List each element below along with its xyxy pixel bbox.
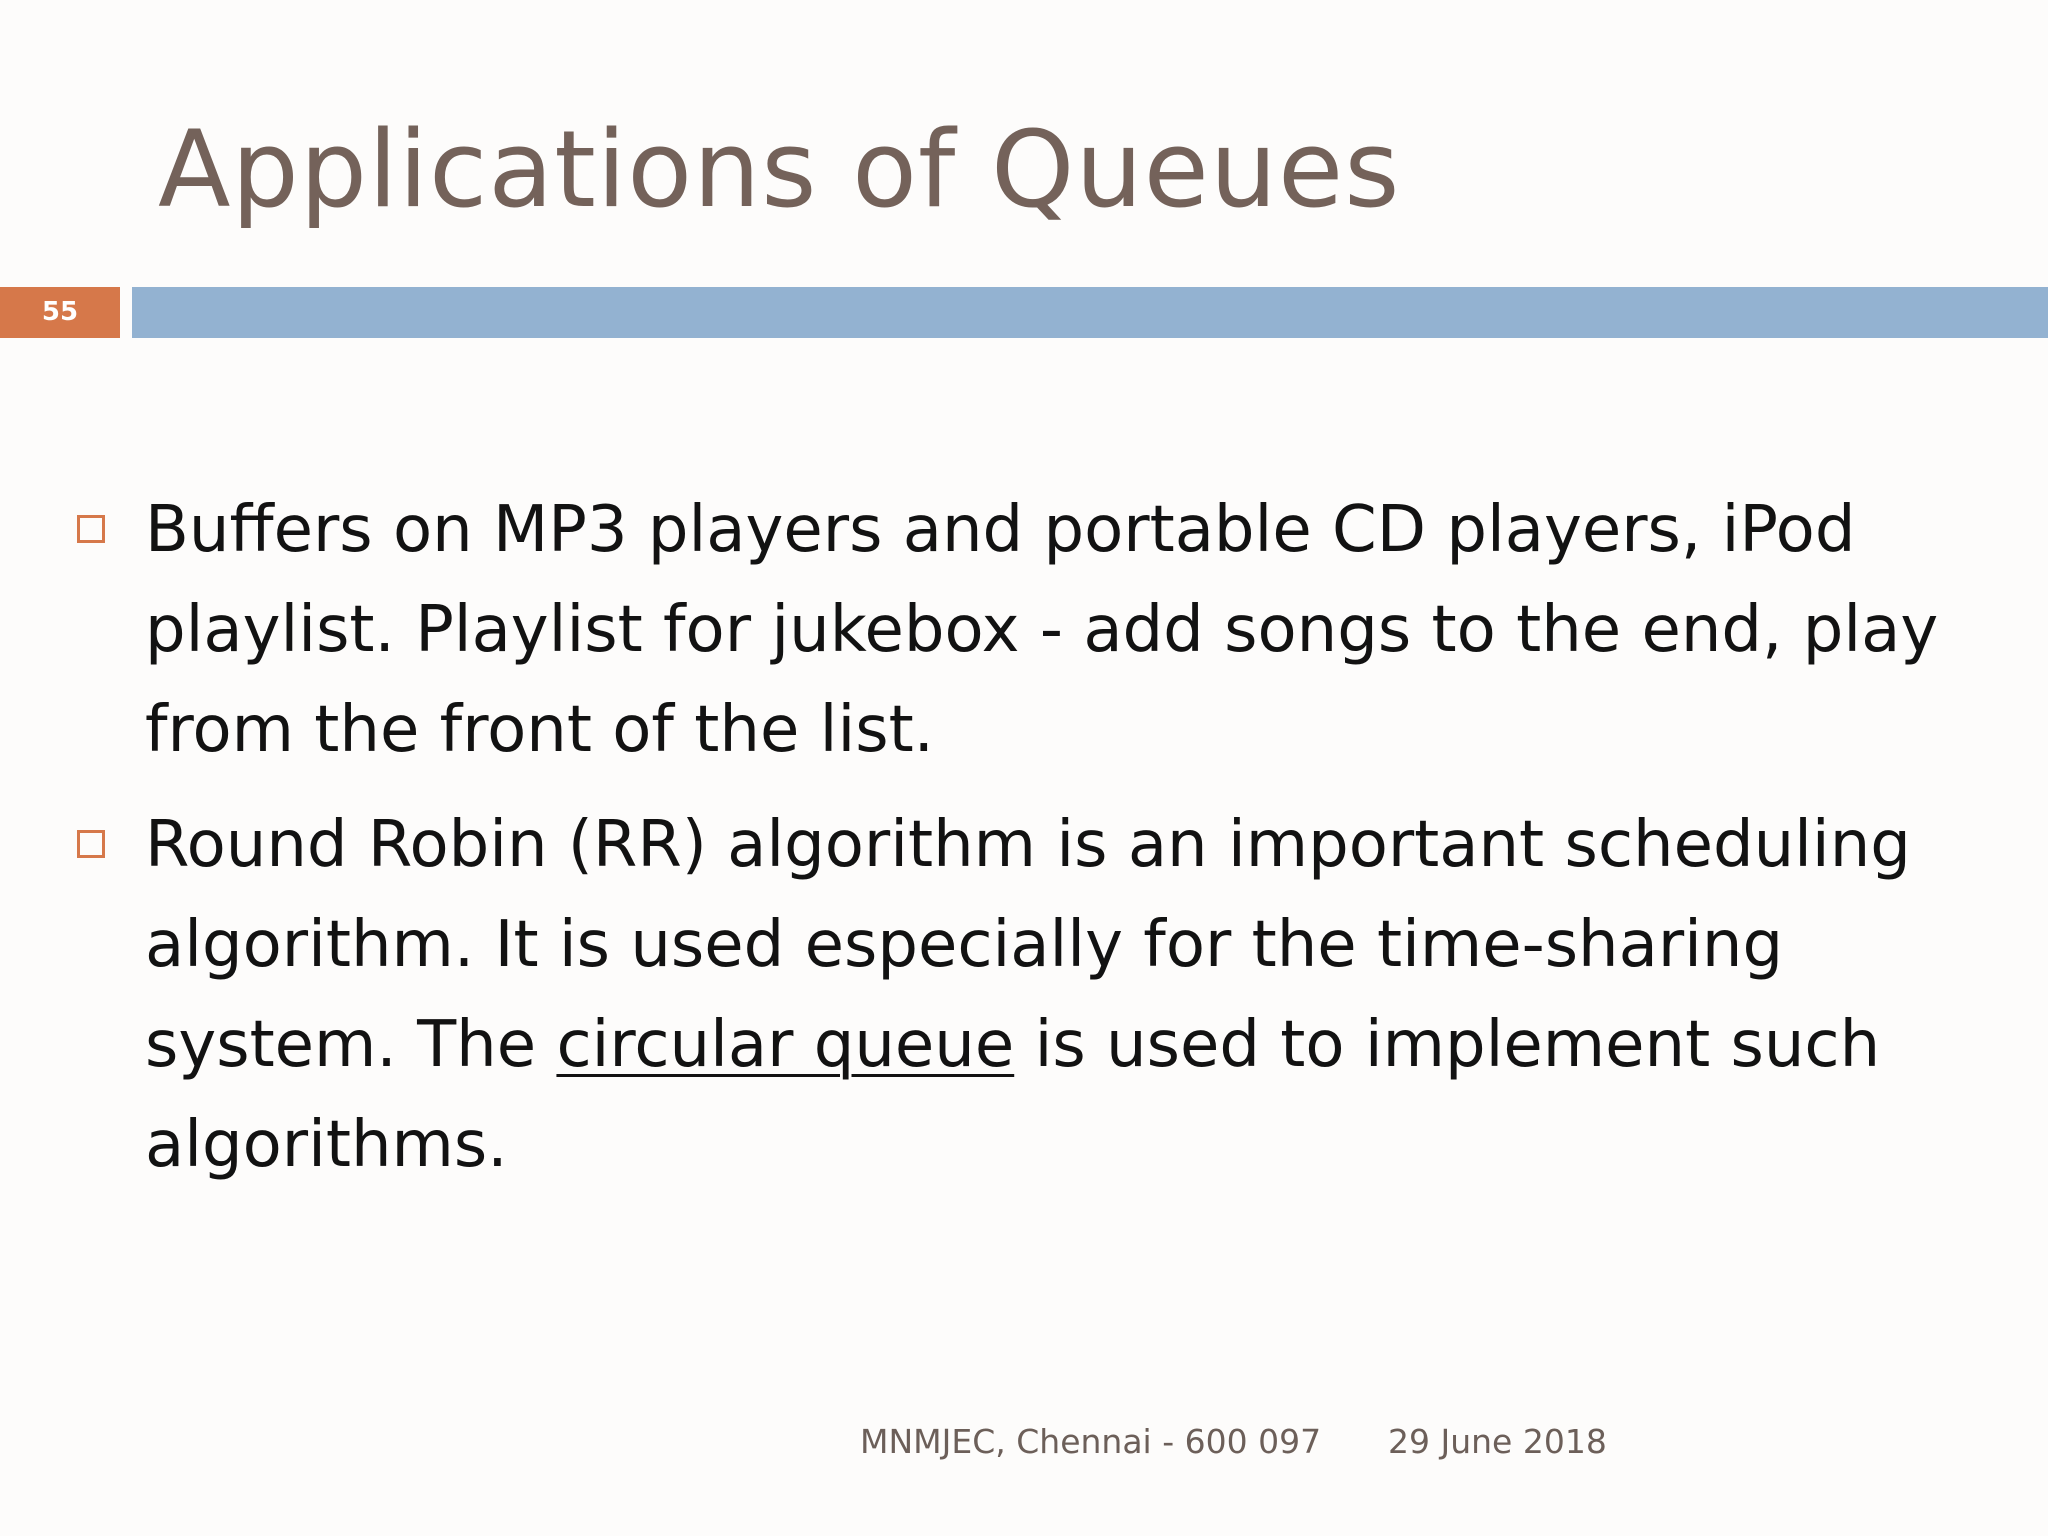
- square-bullet-icon: [77, 515, 105, 543]
- bullet-text: Buffers on MP3 players and portable CD players, iPod playlist. Playlist for jukebox - add songs to the end, play from the front of the list.: [145, 493, 1939, 767]
- footer-institution: MNMJEC, Chennai - 600 097: [860, 1422, 1322, 1461]
- circular-queue-term: circular queue: [556, 1008, 1015, 1082]
- slide-number: 55: [0, 287, 120, 338]
- footer-date: 29 June 2018: [1388, 1422, 1607, 1461]
- bullet-text-before: Round Robin (RR) algorithm is an important scheduling algorithm. It is used especially for the time-sharing system. The: [145, 808, 1911, 1082]
- title-divider-bar: [132, 287, 2048, 338]
- bullet-text: [145, 795, 2005, 1195]
- slide-title: Applications of Queues: [158, 108, 1401, 231]
- square-bullet-icon: [77, 830, 105, 858]
- bullet-text-after: is used to implement such algorithms.: [145, 1008, 1881, 1182]
